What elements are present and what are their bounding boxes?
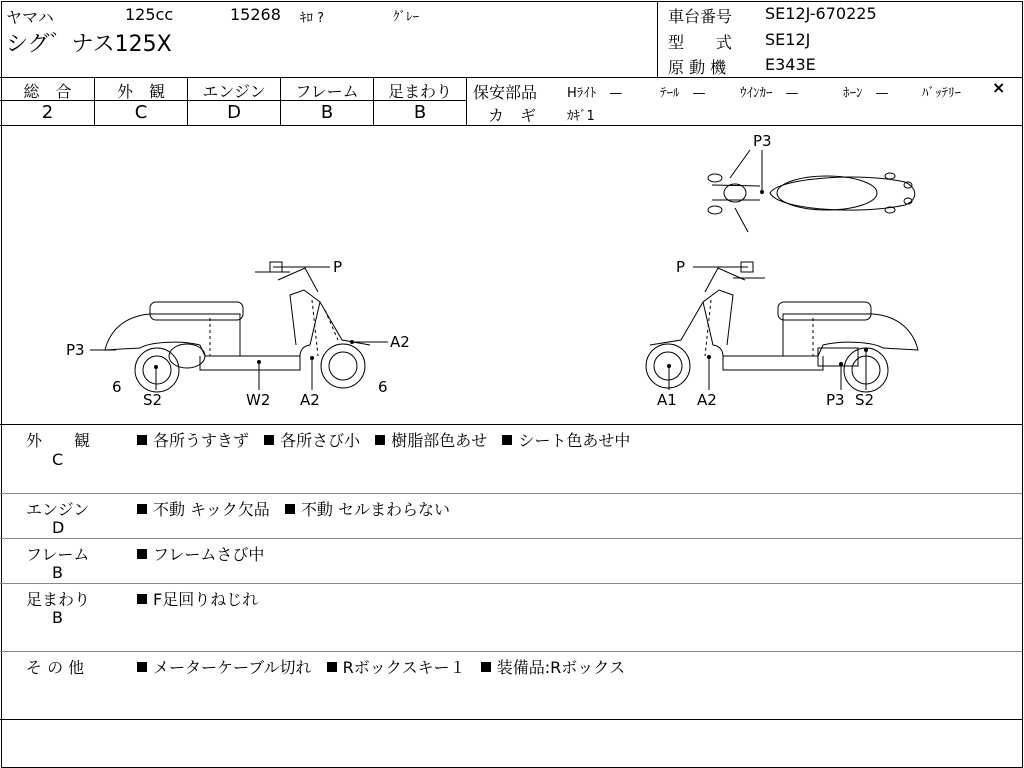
note-item: 不動 セルまわらない [300,500,450,519]
safety-winker: ｳｲﾝｶｰ — [740,86,799,101]
mileage: 15268 [230,5,281,24]
note-item: メーターケーブル切れ [153,658,312,677]
grade-overall-label: 総 合 [23,82,72,101]
type-label: 型 式 [668,33,733,52]
maker: ヤマハ [6,8,54,27]
note-exterior-grade: C [52,450,64,469]
grade-frame-label: フレーム [295,82,359,101]
color: ｸﾞﾚｰ [393,10,419,25]
type-value: SE12J [765,30,811,49]
chassis-label: 車台番号 [668,7,733,26]
note-item: 装備品:Rボックス [496,658,626,677]
chassis-value: SE12J-670225 [765,4,877,23]
grade-exterior-value: C [134,102,148,123]
note-item: フレームさび中 [153,545,265,564]
note-item: Rボックスキー１ [342,658,466,677]
safety-label: 保安部品 [473,83,538,102]
note-engine-grade: D [52,518,65,537]
grade-frame-value: B [320,102,334,123]
note-other-label: そ の 他 [26,658,85,677]
note-suspension-grade: B [52,608,63,627]
engine-label: 原 動 機 [668,58,727,77]
right-p-label: P [676,258,686,276]
grade-engine-value: D [227,102,241,123]
left-6-rear-label: 6 [112,378,122,396]
right-p3-label: P3 [826,391,845,409]
displacement: 125cc [125,5,174,24]
note-exterior-items [137,428,640,451]
note-item: 各所さび小 [280,431,361,450]
note-item: F足回りねじれ [153,590,259,609]
note-exterior-label: 外 観 [26,431,91,450]
note-frame-grade: B [52,563,63,582]
note-item: 各所うすきず [153,431,250,450]
note-item: 樹脂部色あせ [391,431,488,450]
grade-suspension-label: 足まわり [387,82,452,101]
right-s2-label: S2 [855,391,875,409]
battery-mark: × [992,78,1006,97]
grade-engine-label: エンジン [202,82,266,101]
engine-value: E343E [765,55,816,74]
left-a2-bottom-label: A2 [300,391,320,409]
grade-overall-value: 2 [41,102,54,123]
note-suspension-label: 足まわり [26,590,91,609]
right-side-scooter [646,262,918,392]
note-other-items [137,655,635,678]
safety-taillight: ﾃｰﾙ — [660,86,706,101]
note-item: 不動 キック欠品 [153,500,270,519]
right-a2-label: A2 [697,391,717,409]
note-suspension-items [137,587,268,610]
note-frame-items [137,542,274,565]
top-p3-label: P3 [753,132,772,150]
left-6-front-label: 6 [378,378,388,396]
key-value: ｶｷﾞ1 [567,109,595,124]
left-side-scooter [105,262,370,392]
left-p3-label: P3 [66,341,85,359]
model-name: シグ゛ナス125X [6,32,172,57]
top-view-scooter [708,150,915,232]
note-engine-label: エンジン [26,500,90,519]
right-a1-label: A1 [657,391,677,409]
safety-headlight: Hﾗｲﾄ — [567,86,623,101]
note-frame-label: フレーム [26,545,90,564]
left-w2-label: W2 [246,391,271,409]
grade-suspension-value: B [413,102,427,123]
note-item: シート色あせ中 [518,431,631,450]
safety-battery: ﾊﾞｯﾃﾘｰ [922,86,961,101]
note-engine-items [137,497,460,520]
left-s2-label: S2 [143,391,163,409]
left-a2-front-label: A2 [390,333,410,351]
grade-exterior-label: 外 観 [116,82,165,101]
left-p-label: P [333,258,343,276]
safety-horn: ﾎｰﾝ — [843,86,889,101]
mileage-unit: ｷﾛ ? [300,11,325,26]
key-label: カ ギ [488,106,537,125]
